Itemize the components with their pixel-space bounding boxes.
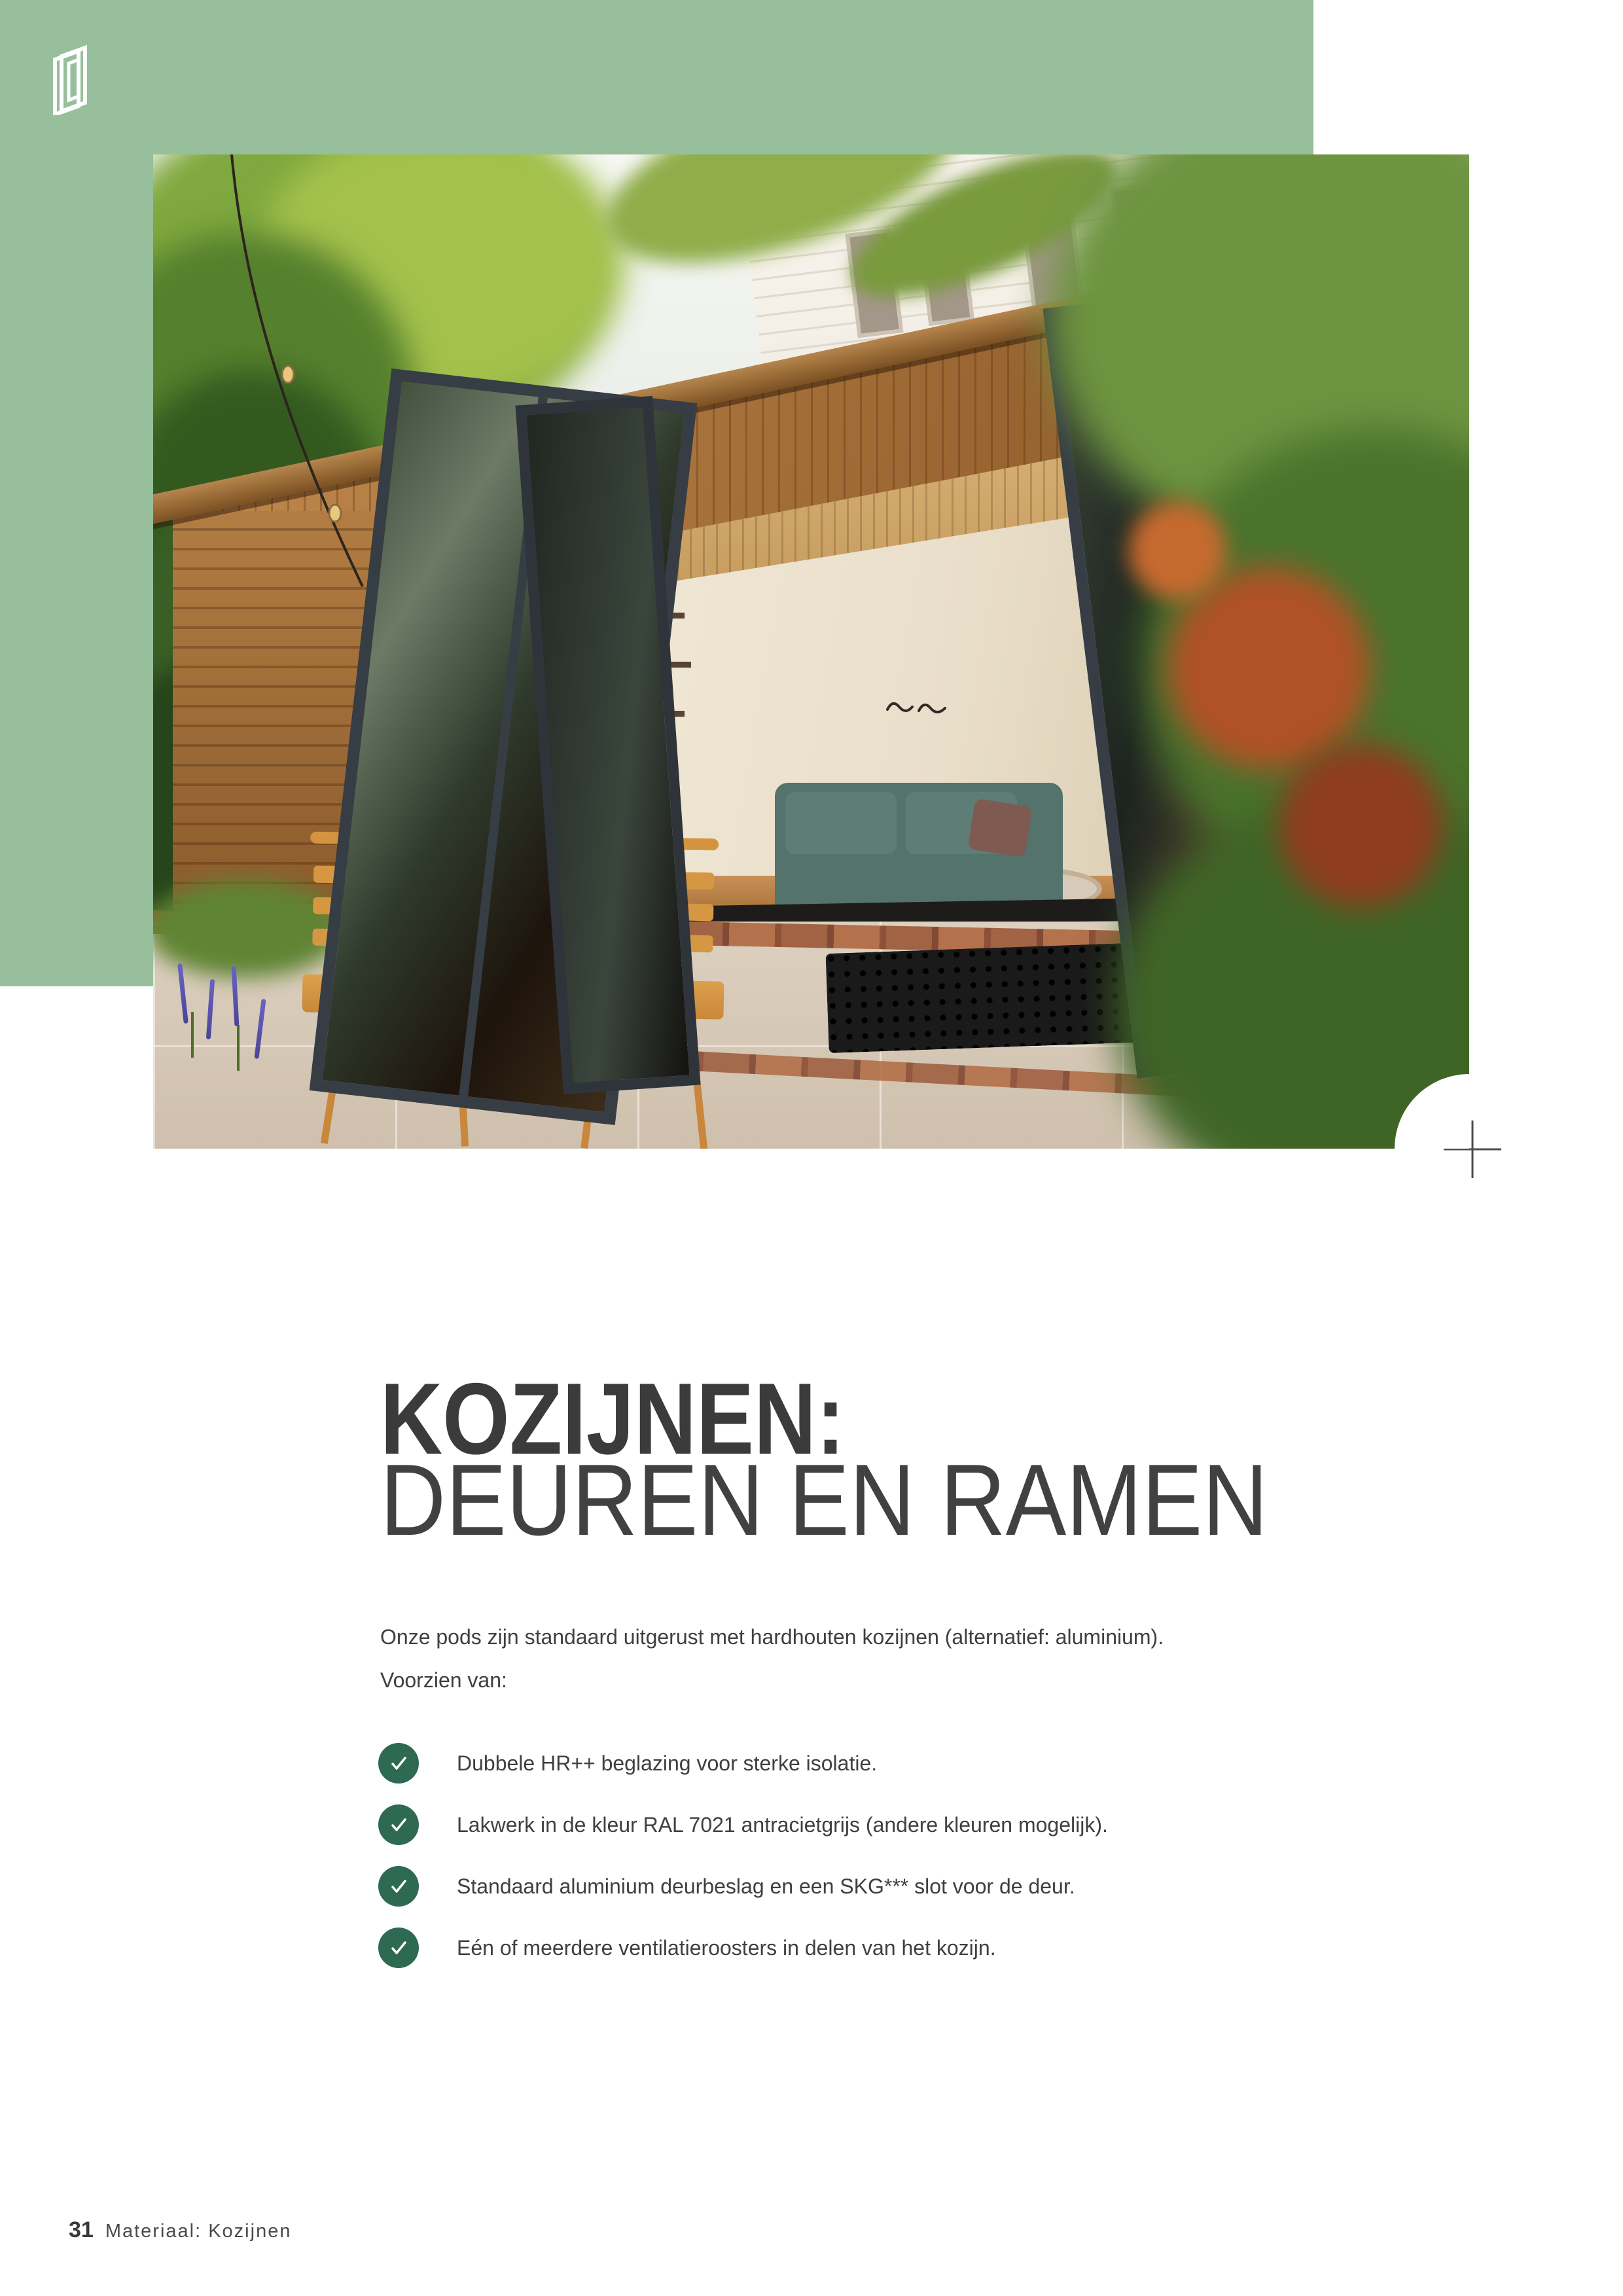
list-item (378, 1804, 1108, 1845)
intro-line1: Onze pods zijn standaard uitgerust met hardhouten kozijnen (alternatief: aluminium). (380, 1625, 1164, 1649)
footer-label: Materiaal: Kozijnen (105, 2221, 292, 2242)
page-footer (69, 2219, 291, 2242)
intro-paragraph (380, 1615, 1164, 1702)
list-item (378, 1928, 1108, 1968)
flower-blob (1279, 744, 1442, 907)
check-icon (378, 1866, 419, 1907)
hero-photo (153, 154, 1469, 1149)
check-icon (378, 1928, 419, 1968)
check-icon (378, 1743, 419, 1784)
flower-blob (1168, 567, 1370, 770)
flower-blob (1128, 501, 1226, 600)
list-item (378, 1743, 1108, 1784)
string-light (179, 154, 454, 613)
page-title-line1: KOZIJNEN: (380, 1362, 846, 1475)
feature-label: Standaard aluminium deurbeslag en een SKG*** slot voor de deur. (457, 1874, 1075, 1898)
page-number: 31 (69, 2217, 94, 2242)
feature-label: Eén of meerdere ventilatieroosters in delen van het kozijn. (457, 1935, 996, 1960)
feature-label: Dubbele HR++ beglazing voor sterke isolatie. (457, 1751, 878, 1775)
window-frame-icon (47, 42, 88, 115)
feature-list (378, 1743, 1108, 1989)
list-item (378, 1866, 1108, 1907)
check-icon (378, 1804, 419, 1845)
intro-line2: Voorzien van: (380, 1668, 507, 1692)
wave-wall-art (886, 698, 949, 715)
flower-stem (237, 1025, 240, 1071)
feature-label: Lakwerk in de kleur RAL 7021 antracietgrijs (andere kleuren mogelijk). (457, 1812, 1108, 1837)
flower-stem (191, 1012, 194, 1058)
page-title-line2: DEUREN EN RAMEN (380, 1443, 1268, 1556)
